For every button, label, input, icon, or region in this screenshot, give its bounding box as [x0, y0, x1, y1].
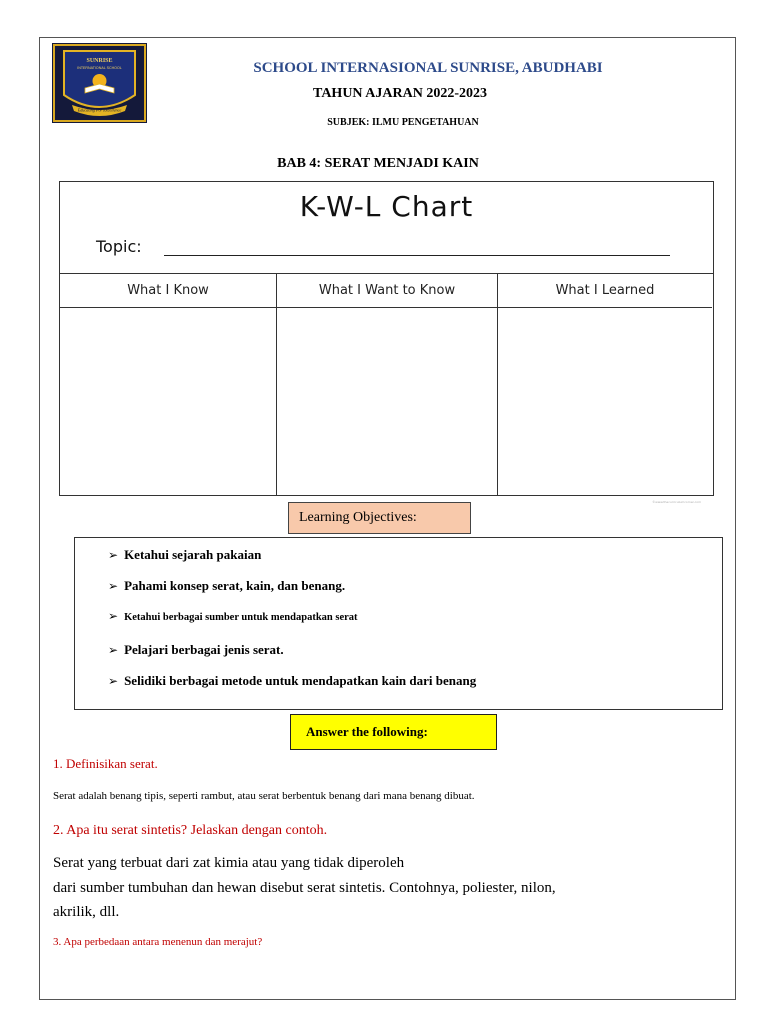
kwl-column-want[interactable]: [276, 274, 497, 496]
answer-2-line: dari sumber tumbuhan dan hewan disebut serat sintetis. Contohnya, poliester, nilon,: [53, 880, 556, 896]
academic-year: TAHUN AJARAN 2022-2023: [313, 86, 487, 101]
answer-2-line: akrilik, dll.: [53, 904, 120, 920]
kwl-grid: [60, 273, 713, 496]
chapter-title: BAB 4: SERAT MENJADI KAIN: [277, 156, 479, 171]
school-name: SCHOOL INTERNASIONAL SUNRISE, ABUDHABI: [253, 60, 603, 76]
kwl-credit: ©www.thecurriculumcorner.com: [652, 500, 701, 504]
arrow-icon: ➢: [108, 548, 119, 562]
kwl-chart: [59, 181, 714, 504]
question-1: 1. Definisikan serat.: [53, 756, 158, 771]
subject-line: SUBJEK: ILMU PENGETAHUAN: [327, 117, 479, 128]
logo-subtitle-text: INTERNATIONAL SCHOOL: [77, 66, 122, 70]
answer-1: Serat adalah benang tipis, seperti rambut, atau serat berbentuk benang dari mana benang dibuat.: [53, 790, 475, 802]
kwl-title: K-W-L Chart: [299, 190, 474, 223]
kwl-column-header: What I Know: [60, 274, 276, 308]
logo-title-text: SUNRISE: [86, 58, 113, 64]
objective-item: ➢ Selidiki berbagai metode untuk mendapatkan kain dari benang: [108, 673, 477, 688]
objective-item: ➢ Ketahui berbagai sumber untuk mendapatkan serat: [108, 609, 358, 623]
logo-motto-text: Educating For Excellence: [77, 107, 122, 113]
kwl-column-know[interactable]: [60, 274, 276, 496]
kwl-topic-label: Topic:: [96, 237, 142, 256]
arrow-icon: ➢: [108, 674, 119, 688]
question-2: 2. Apa itu serat sintetis? Jelaskan dengan contoh.: [53, 823, 328, 838]
arrow-icon: ➢: [108, 609, 119, 623]
objective-item: ➢ Ketahui sejarah pakaian: [108, 547, 262, 562]
kwl-column-header: What I Want to Know: [277, 274, 497, 308]
arrow-icon: ➢: [108, 643, 119, 657]
kwl-topic-line[interactable]: [164, 255, 670, 256]
answer-following-label: Answer the following:: [290, 714, 497, 750]
answer-2-line: Serat yang terbuat dari zat kimia atau yang tidak diperoleh: [53, 855, 405, 871]
kwl-column-header: What I Learned: [498, 274, 712, 308]
school-logo: [52, 43, 147, 123]
objective-item: ➢ Pahami konsep serat, kain, dan benang.: [108, 578, 346, 593]
objective-item: ➢ Pelajari berbagai jenis serat.: [108, 642, 284, 657]
question-3: 3. Apa perbedaan antara menenun dan merajut?: [53, 936, 263, 948]
kwl-column-learned[interactable]: [497, 274, 712, 496]
arrow-icon: ➢: [108, 579, 119, 593]
learning-objectives-label: Learning Objectives:: [288, 502, 471, 534]
learning-objectives-box: [74, 537, 723, 710]
